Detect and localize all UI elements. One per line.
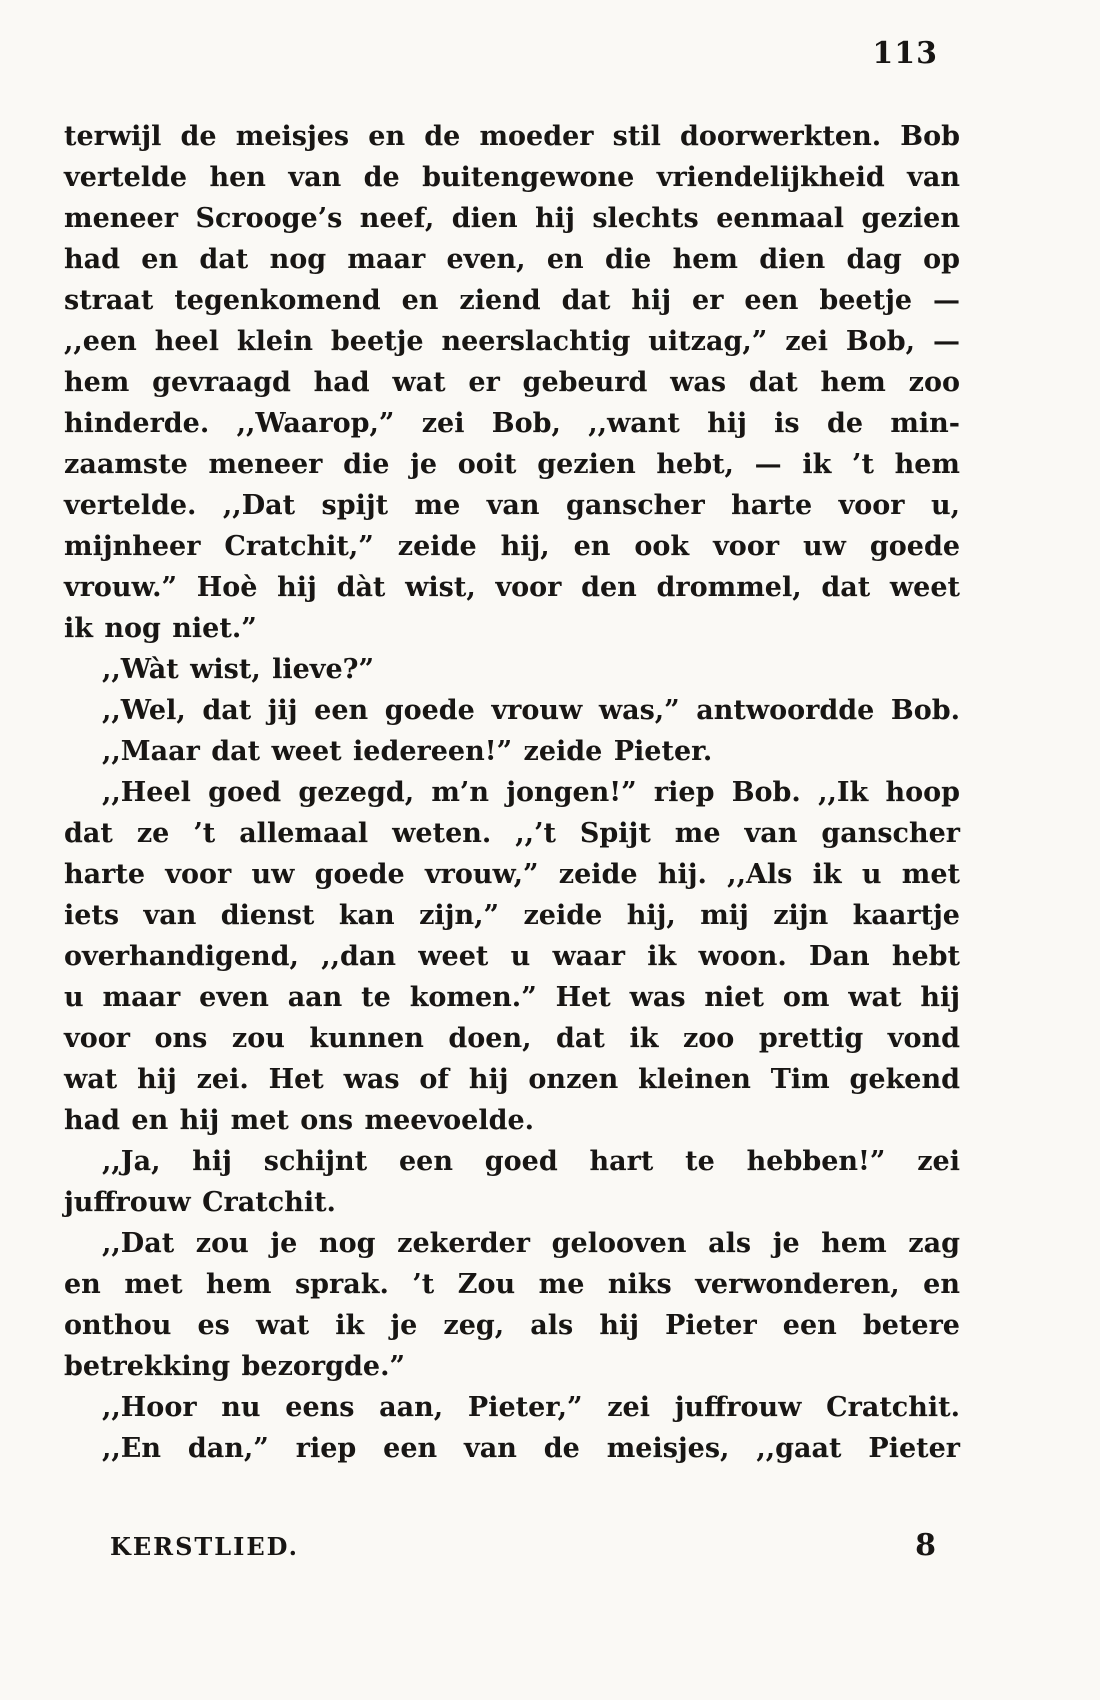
text-line: vertelde. ,,Dat spijt me van ganscher harte voor u,: [64, 490, 960, 521]
text-line: dat ze ’t allemaal weten. ,,’t Spijt me van ganscher: [64, 818, 960, 849]
text-line: mijnheer Cratchit,” zeide hij, en ook voor uw goede: [64, 531, 960, 562]
text-line: hem gevraagd had wat er gebeurd was dat hem zoo: [64, 367, 960, 398]
page-number: 113: [872, 36, 938, 71]
text-line: vertelde hen van de buitengewone vriendelijkheid van: [64, 162, 960, 193]
text-line: harte voor uw goede vrouw,” zeide hij. ,,Als ik u met: [64, 859, 960, 890]
text-line: straat tegenkomend en ziend dat hij er een beetje —: [64, 285, 960, 316]
text-line: ,,Wàt wist, lieve?”: [102, 654, 375, 685]
footer-page-number: 8: [915, 1528, 936, 1563]
text-line: meneer Scrooge’s neef, dien hij slechts eenmaal gezien: [64, 203, 960, 234]
footer-title: KERSTLIED.: [110, 1532, 299, 1561]
text-line: ,,Wel, dat jij een goede vrouw was,” antwoordde Bob.: [102, 695, 960, 726]
text-line: en met hem sprak. ’t Zou me niks verwonderen, en: [64, 1269, 960, 1300]
text-line: vrouw.” Hoè hij dàt wist, voor den drommel, dat weet: [64, 572, 960, 603]
text-line: ,,Dat zou je nog zekerder gelooven als je hem zag: [102, 1228, 960, 1259]
text-line: hinderde. ,,Waarop,” zei Bob, ,,want hij is de min-: [64, 408, 960, 439]
text-line: ik nog niet.”: [64, 613, 257, 644]
text-line: zaamste meneer die je ooit gezien hebt, — ik ’t hem: [64, 449, 960, 480]
text-line: u maar even aan te komen.” Het was niet om wat hij: [64, 982, 960, 1013]
text-line: ,,Maar dat weet iedereen!” zeide Pieter.: [102, 736, 713, 767]
text-line: ,,Hoor nu eens aan, Pieter,” zei juffrouw Cratchit.: [102, 1392, 960, 1423]
text-line: had en dat nog maar even, en die hem dien dag op: [64, 244, 960, 275]
text-line: ,,Heel goed gezegd, m’n jongen!” riep Bob. ,,Ik hoop: [102, 777, 960, 808]
text-block: [64, 116, 960, 1469]
text-line: had en hij met ons meevoelde.: [64, 1105, 535, 1136]
text-line: overhandigend, ,,dan weet u waar ik woon. Dan hebt: [64, 941, 960, 972]
page-footer: [110, 1528, 936, 1563]
text-line: ,,En dan,” riep een van de meisjes, ,,gaat Pieter: [102, 1433, 960, 1464]
text-line: terwijl de meisjes en de moeder stil doorwerkten. Bob: [64, 121, 960, 152]
text-line: juffrouw Cratchit.: [64, 1187, 336, 1218]
text-line: iets van dienst kan zijn,” zeide hij, mij zijn kaartje: [64, 900, 960, 931]
text-line: betrekking bezorgde.”: [64, 1351, 406, 1382]
text-line: ,,Ja, hij schijnt een goed hart te hebben!” zei: [102, 1146, 960, 1177]
text-line: voor ons zou kunnen doen, dat ik zoo prettig vond: [64, 1023, 960, 1054]
text-line: wat hij zei. Het was of hij onzen kleinen Tim gekend: [64, 1064, 960, 1095]
text-line: ,,een heel klein beetje neerslachtig uitzag,” zei Bob, —: [64, 326, 960, 357]
text-line: onthou es wat ik je zeg, als hij Pieter een betere: [64, 1310, 960, 1341]
